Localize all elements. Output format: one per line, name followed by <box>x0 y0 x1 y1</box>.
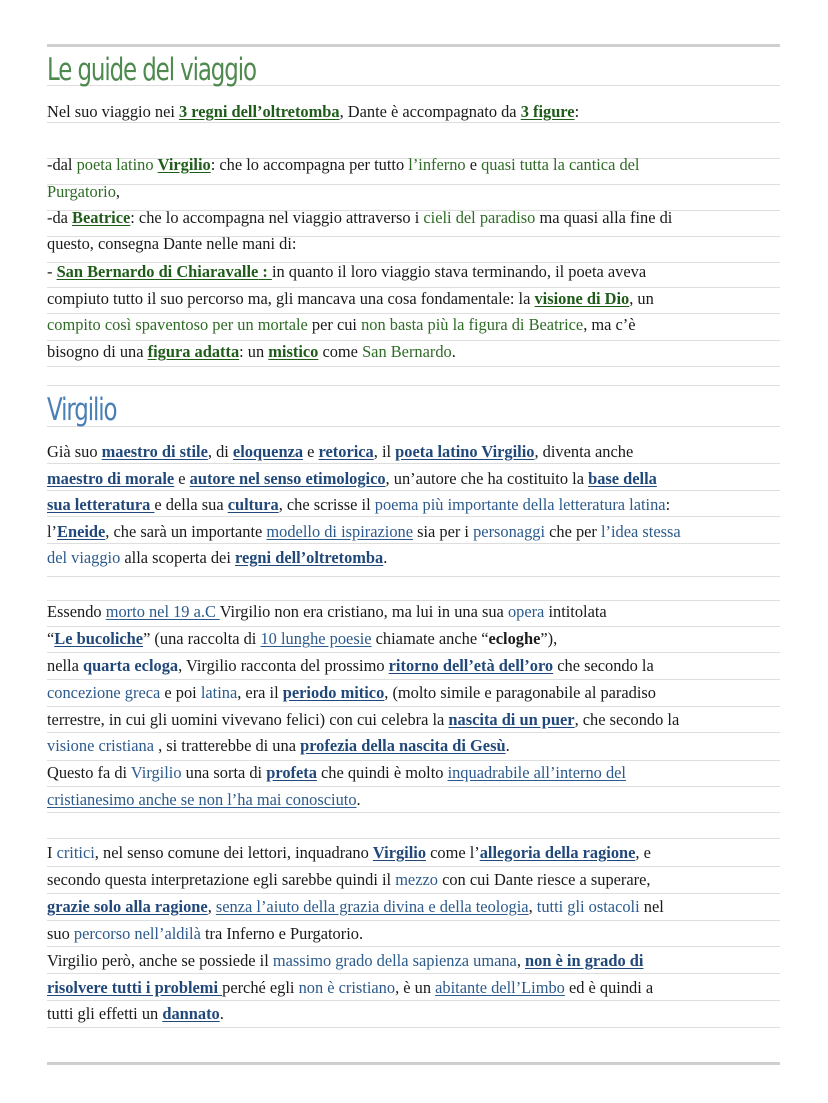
paragraph-bucoliche-l8: cristianesimo anche se non l’ha mai conosciuto. <box>47 790 361 809</box>
paragraph-critici-l6: risolvere tutti i problemi perché egli non è cristiano, è un abitante dell’Limbo ed è quindi a <box>47 978 654 997</box>
ruled-line <box>47 920 780 921</box>
list-item-beatrice: -da Beatrice: che lo accompagna nel viaggio attraverso i cieli del paradiso ma quasi alla fine di <box>47 208 673 227</box>
list-item-beatrice-cont: questo, consegna Dante nelle mani di: <box>47 234 297 253</box>
ruled-line <box>47 385 780 386</box>
ruled-line <box>47 893 780 894</box>
ruled-line <box>47 973 780 974</box>
list-item-bernardo-l4: bisogno di una figura adatta: un mistico come San Bernardo. <box>47 342 456 361</box>
paragraph-bucoliche-l7: Questo fa di Virgilio una sorta di profeta che quindi è molto inquadrabile all’interno del <box>47 763 626 782</box>
ruled-line <box>47 184 780 185</box>
paragraph-critici-l4: suo percorso nell’aldilà tra Inferno e Purgatorio. <box>47 924 364 943</box>
section-title-virgilio: Virgilio <box>47 392 117 428</box>
ruled-line <box>47 576 780 577</box>
ruled-line <box>47 732 780 733</box>
paragraph-bucoliche-l1: Essendo morto nel 19 a.C Virgilio non era cristiano, ma lui in una sua opera intitolata <box>47 602 607 621</box>
ruled-line <box>47 652 780 653</box>
ruled-line <box>47 600 780 601</box>
list-item-virgilio: -dal poeta latino Virgilio: che lo accompagna per tutto l’inferno e quasi tutta la cantica del <box>47 155 640 174</box>
paragraph-critici-l1: I critici, nel senso comune dei lettori, inquadrano Virgilio come l’allegoria della ragione, e <box>47 843 651 862</box>
paragraph-critici-l5: Virgilio però, anche se possiede il massimo grado della sapienza umana, non è in grado di <box>47 951 644 970</box>
ruled-line <box>47 679 780 680</box>
list-item-bernardo-l3: compito così spaventoso per un mortale per cui non basta più la figura di Beatrice, ma c’è <box>47 315 636 334</box>
paragraph-virgilio-l5: del viaggio alla scoperta dei regni dell’oltretomba. <box>47 548 388 567</box>
paragraph-bucoliche-l3: nella quarta ecloga, Virgilio racconta del prossimo ritorno dell’età dell’oro che secondo la <box>47 656 654 675</box>
paragraph-critici-l2: secondo questa interpretazione egli sarebbe quindi il mezzo con cui Dante riesce a superare, <box>47 870 651 889</box>
paragraph-virgilio-l2: maestro di morale e autore nel senso etimologico, un’autore che ha costituito la base della <box>47 469 657 488</box>
ruled-line <box>47 287 780 288</box>
ruled-line <box>47 313 780 314</box>
ruled-line <box>47 838 780 839</box>
paragraph-critici-l3: grazie solo alla ragione, senza l’aiuto della grazia divina e della teologia, tutti gli ostacoli nel <box>47 897 664 916</box>
paragraph-bucoliche-l5: terrestre, in cui gli uomini vivevano felici) con cui celebra la nascita di un puer, che secondo la <box>47 710 680 729</box>
ruled-line <box>47 626 780 627</box>
paragraph-critici-l7: tutti gli effetti un dannato. <box>47 1004 224 1023</box>
list-item-bernardo-l2: compiuto tutto il suo percorso ma, gli mancava una cosa fondamentale: la visione di Dio, un <box>47 289 654 308</box>
ruled-line <box>47 866 780 867</box>
ruled-line <box>47 463 780 464</box>
ruled-line <box>47 760 780 761</box>
list-item-virgilio-cont: Purgatorio, <box>47 182 121 201</box>
ruled-line <box>47 426 780 427</box>
paragraph-bucoliche-l6: visione cristiana , si tratterebbe di una profezia della nascita di Gesù. <box>47 736 510 755</box>
ruled-line <box>47 946 780 947</box>
ruled-line <box>47 1000 780 1001</box>
ruled-line <box>47 706 780 707</box>
paragraph-intro: Nel suo viaggio nei 3 regni dell’oltretomba, Dante è accompagnato da 3 figure: <box>47 102 580 121</box>
ruled-line <box>47 786 780 787</box>
paragraph-virgilio-l4: l’Eneide, che sarà un importante modello di ispirazione sia per i personaggi che per l’idea stessa <box>47 522 681 541</box>
ruled-line <box>47 490 780 491</box>
section-title-guide: Le guide del viaggio <box>47 52 256 88</box>
paragraph-bucoliche-l2: “Le bucoliche” (una raccolta di 10 lunghe poesie chiamate anche “ecloghe”), <box>47 629 558 648</box>
ruled-line <box>47 1027 780 1028</box>
ruled-line <box>47 340 780 341</box>
list-item-bernardo: - San Bernardo di Chiaravalle : in quanto il loro viaggio stava terminando, il poeta aveva <box>47 262 647 281</box>
ruled-line <box>47 366 780 367</box>
top-rule <box>47 44 780 47</box>
ruled-line <box>47 516 780 517</box>
paragraph-virgilio-l3: sua letteratura e della sua cultura, che scrisse il poema più importante della letteratura latina: <box>47 495 671 514</box>
ruled-line <box>47 812 780 813</box>
ruled-line <box>47 543 780 544</box>
ruled-line <box>47 122 780 123</box>
bottom-rule <box>47 1062 780 1065</box>
paragraph-bucoliche-l4: concezione greca e poi latina, era il periodo mitico, (molto simile e paragonabile al paradiso <box>47 683 656 702</box>
paragraph-virgilio-l1: Già suo maestro di stile, di eloquenza e retorica, il poeta latino Virgilio, diventa anche <box>47 442 634 461</box>
